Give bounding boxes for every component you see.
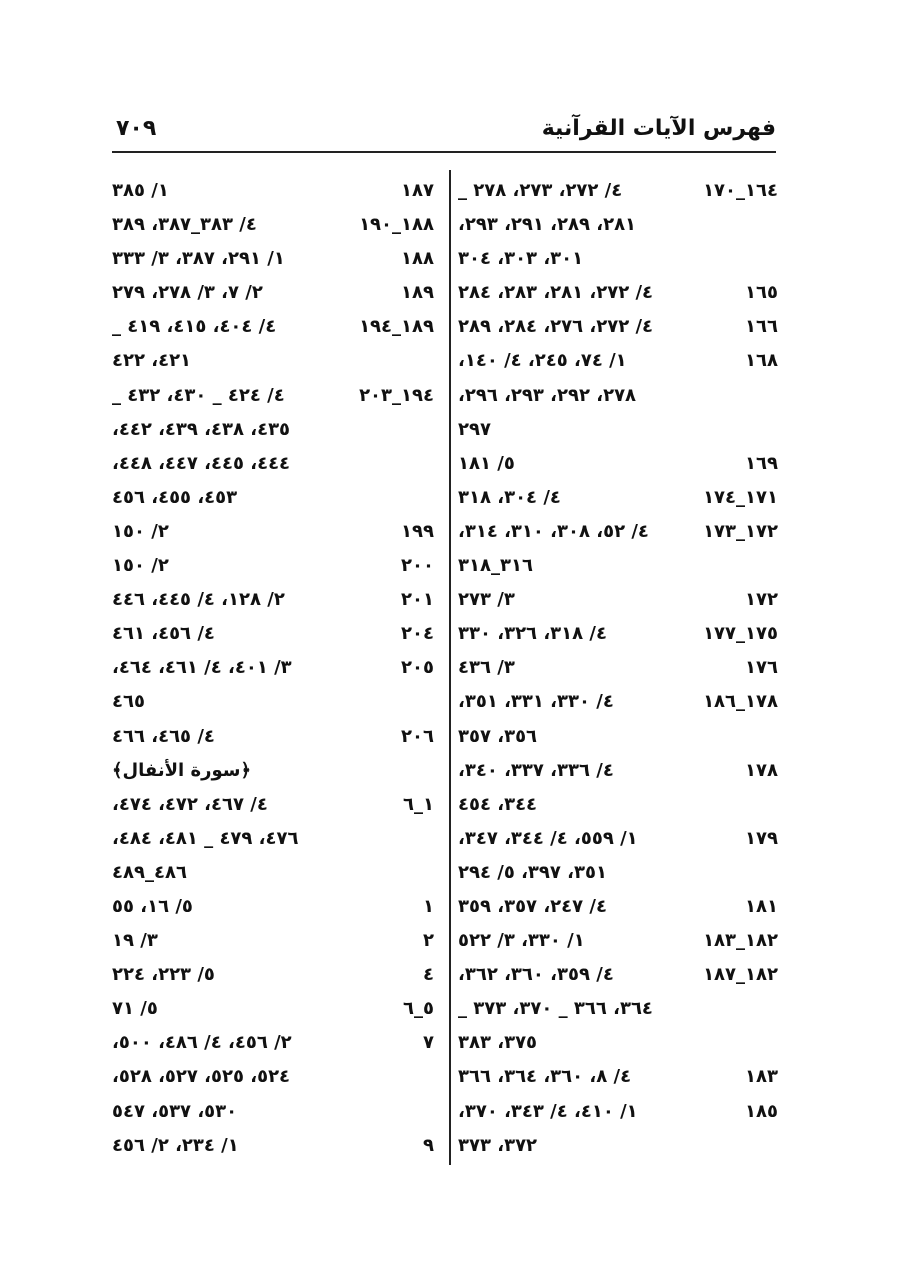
reference-list [112, 549, 350, 583]
reference-line: ٣/ ٤٣٦ [458, 657, 515, 679]
verse-number: ٢٠٤ [401, 623, 434, 645]
reference-list [458, 822, 696, 890]
header-rule [112, 151, 776, 153]
index-entry [458, 890, 778, 924]
reference-line: ٢/ ١٥٠ [112, 520, 169, 542]
index-entry [458, 276, 778, 310]
reference-line: ١/ ٢٩١، ٣٨٧، ٣/ ٣٣٣ [112, 248, 285, 270]
reference-line: ٢/ ١٥٠ [112, 555, 169, 577]
reference-list [112, 890, 350, 924]
verse-number: ١٩٤_٢٠٣ [359, 384, 434, 406]
reference-list [112, 379, 350, 515]
reference-list [458, 344, 696, 446]
verse-number: ٧ [423, 1032, 434, 1054]
index-entry [458, 174, 778, 276]
index-entry [458, 447, 778, 481]
reference-line: ٥٢٤، ٥٢٥، ٥٢٧، ٥٢٨، [112, 1066, 291, 1088]
verse-number: ٢ [423, 930, 434, 952]
index-entry [458, 754, 778, 822]
reference-list [112, 720, 350, 754]
reference-list [458, 515, 696, 583]
reference-line: ٣/ ٢٧٣ [458, 589, 515, 611]
reference-line: ٤٤٤، ٤٤٥، ٤٤٧، ٤٤٨، [112, 452, 291, 474]
reference-line: ٣/ ١٩ [112, 930, 158, 952]
verse-number: ١٩٩ [401, 520, 434, 542]
reference-line: ٤/ ٢٧٢، ٢٨١، ٢٨٣، ٢٨٤ [458, 282, 654, 304]
verse-number: ١٦٦ [745, 316, 778, 338]
page-header [112, 112, 776, 152]
reference-line: ٤/ ٢٧٢، ٢٧٣، ٢٧٨ _ [458, 180, 623, 201]
reference-list [458, 174, 696, 276]
surah-heading-row [112, 754, 434, 788]
verse-number: ١٧٩ [745, 827, 778, 849]
index-entry [112, 1026, 434, 1128]
reference-line: ٤/ ٣٠٤، ٣١٨ [458, 486, 561, 508]
reference-line: ٤/ ٢٤٧، ٣٥٧، ٣٥٩ [458, 895, 607, 917]
index-entry [458, 685, 778, 753]
verse-number: ٢٠٦ [401, 725, 434, 747]
verse-number: ١٨١ [745, 895, 778, 917]
reference-list [112, 788, 350, 890]
reference-list [458, 447, 696, 481]
index-entry [112, 720, 434, 754]
reference-line: ١/ ٤١٠، ٤/ ٣٤٣، ٣٧٠، [458, 1100, 638, 1122]
index-entry [458, 1095, 778, 1163]
reference-list [458, 685, 696, 753]
index-entry [112, 515, 434, 549]
index-entry [458, 310, 778, 344]
index-entry [112, 788, 434, 890]
verse-number: ١٧٨_١٨٦ [703, 691, 778, 713]
column-divider [449, 170, 451, 1165]
reference-list [458, 890, 696, 924]
index-entry [458, 822, 778, 890]
verse-number: ١٨٩_١٩٤ [359, 316, 434, 338]
reference-list [112, 992, 350, 1026]
index-entry [458, 481, 778, 515]
reference-line: ٣١٦_٣١٨ [458, 555, 533, 577]
reference-line: ٣٧٥، ٣٨٣ [458, 1032, 538, 1054]
verse-number: ١٨٨_١٩٠ [359, 214, 434, 236]
reference-line: ٣٧٢، ٣٧٣ [458, 1134, 538, 1156]
reference-line: ٢٨١، ٢٨٩، ٢٩١، ٢٩٣، [458, 214, 637, 236]
verse-number: ١٦٥ [745, 282, 778, 304]
verse-number: ٥_٦ [403, 998, 434, 1020]
reference-list [112, 515, 350, 549]
reference-line: ١/ ٢٣٤، ٢/ ٤٥٦ [112, 1134, 239, 1156]
surah-heading-spacer [350, 754, 434, 788]
verse-number: ١ [423, 895, 434, 917]
reference-line: ٤/ ٨، ٣٦٠، ٣٦٤، ٣٦٦ [458, 1066, 632, 1088]
verse-number: ٩ [423, 1134, 434, 1156]
reference-list [458, 481, 696, 515]
index-entry [112, 379, 434, 515]
reference-line: ٤/ ٥٢، ٣٠٨، ٣١٠، ٣١٤، [458, 520, 649, 542]
reference-line: ٢/ ٤٥٦، ٤/ ٤٨٦، ٥٠٠، [112, 1032, 292, 1054]
reference-line: ٤/ ٤٠٤، ٤١٥، ٤١٩ _ [112, 316, 277, 338]
reference-list [112, 617, 350, 651]
reference-line: ٤/ ٤٢٤ _ ٤٣٠، ٤٣٢ _ [112, 384, 285, 406]
verse-number: ١٨٨ [401, 248, 434, 270]
reference-list [112, 1026, 350, 1128]
reference-list [458, 583, 696, 617]
reference-list [458, 924, 696, 958]
verse-number: ٢٠٥ [401, 657, 434, 679]
verse-number: ١٨٧ [401, 180, 434, 201]
verse-number: ١٧٢ [745, 589, 778, 611]
index-entry [112, 208, 434, 242]
reference-line: ٤٦٥ [112, 691, 145, 713]
reference-line: ٣٦٤، ٣٦٦ _ ٣٧٠، ٣٧٣ _ [458, 998, 653, 1020]
reference-list [112, 651, 350, 719]
verse-number: ١٧٦ [745, 657, 778, 679]
reference-line: ٣٥١، ٣٩٧، ٥/ ٢٩٤ [458, 861, 607, 883]
verse-number: ١_٦ [403, 793, 434, 815]
verse-number: ١٦٩ [745, 452, 778, 474]
reference-list [112, 958, 350, 992]
reference-line: ٤/ ٣٣٦، ٣٣٧، ٣٤٠، [458, 759, 614, 781]
reference-line: ٣/ ٤٠١، ٤/ ٤٦١، ٤٦٤، [112, 657, 292, 679]
index-entry [458, 1060, 778, 1094]
index-entry [112, 617, 434, 651]
reference-line: ٤/ ٣١٨، ٣٢٦، ٣٣٠ [458, 623, 607, 645]
reference-line: ٢/ ١٢٨، ٤/ ٤٤٥، ٤٤٦ [112, 589, 285, 611]
reference-line: ٥/ ١٨١ [458, 452, 515, 474]
reference-list [458, 1060, 696, 1094]
reference-line: ١/ ٧٤، ٢٤٥، ٤/ ١٤٠، [458, 350, 627, 372]
page-number: ٧٠٩ [116, 116, 157, 141]
index-entry [112, 549, 434, 583]
index-entry [458, 617, 778, 651]
reference-list [112, 583, 350, 617]
reference-list [458, 754, 696, 822]
verse-number: ٢٠١ [401, 589, 434, 611]
reference-line: ٤/ ٤٦٧، ٤٧٢، ٤٧٤، [112, 793, 268, 815]
index-entry [458, 651, 778, 685]
reference-line: ٥٣٠، ٥٣٧، ٥٤٧ [112, 1100, 238, 1122]
reference-list [458, 310, 696, 344]
reference-line: ١/ ٣٨٥ [112, 180, 169, 201]
reference-line: ٤٣٥، ٤٣٨، ٤٣٩، ٤٤٢، [112, 418, 291, 440]
index-entry [458, 344, 778, 446]
verse-number: ١٧٢_١٧٣ [703, 520, 778, 542]
index-entry [458, 583, 778, 617]
verse-number: ١٧١_١٧٤ [703, 486, 778, 508]
verse-number: ١٦٨ [745, 350, 778, 372]
reference-line: ٤/ ٢٧٢، ٢٧٦، ٢٨٤، ٢٨٩ [458, 316, 654, 338]
reference-line: ٢٧٨، ٢٩٢، ٢٩٣، ٢٩٦، [458, 384, 637, 406]
reference-line: ٤٧٦، ٤٧٩ _ ٤٨١، ٤٨٤، [112, 827, 299, 849]
reference-list [112, 208, 350, 242]
verse-number: ٢٠٠ [401, 555, 434, 577]
verse-number: ١٨٩ [401, 282, 434, 304]
index-entry [112, 310, 434, 378]
index-entry [112, 651, 434, 719]
index-entry [112, 958, 434, 992]
index-entry [112, 992, 434, 1026]
verse-number: ١٦٤_١٧٠ [703, 180, 778, 201]
reference-list [458, 276, 696, 310]
index-entry [112, 924, 434, 958]
index-entry [112, 174, 434, 208]
reference-line: ٣٤٤، ٤٥٤ [458, 793, 538, 815]
reference-line: ٢٩٧ [458, 418, 491, 440]
index-entry [112, 890, 434, 924]
reference-list [112, 242, 350, 276]
index-entry [458, 924, 778, 958]
reference-line: ٤/ ٣٥٩، ٣٦٠، ٣٦٢، [458, 964, 614, 986]
reference-list [458, 958, 696, 1060]
verse-number: ١٧٨ [745, 759, 778, 781]
reference-line: ٤٨٦_٤٨٩ [112, 861, 187, 883]
reference-line: ٥/ ٧١ [112, 998, 158, 1020]
verse-number: ١٨٢_١٨٧ [703, 964, 778, 986]
reference-list [112, 310, 350, 378]
reference-list [458, 1095, 696, 1163]
reference-line: ٤٢١، ٤٢٢ [112, 350, 192, 372]
reference-line: ٣٥٦، ٣٥٧ [458, 725, 538, 747]
reference-line: ٥/ ٢٢٣، ٢٢٤ [112, 964, 215, 986]
page-title: فهرس الآيات القرآنية [541, 116, 776, 141]
verse-number: ١٨٣ [745, 1066, 778, 1088]
reference-line: ٤/ ٣٣٠، ٣٣١، ٣٥١، [458, 691, 614, 713]
verse-number: ١٨٥ [745, 1100, 778, 1122]
verse-number: ٤ [423, 964, 434, 986]
reference-line: ١/ ٣٣٠، ٣/ ٥٢٢ [458, 930, 585, 952]
index-entry [112, 1129, 434, 1163]
reference-line: ٤٥٣، ٤٥٥، ٤٥٦ [112, 486, 238, 508]
reference-list [112, 1129, 350, 1163]
index-entry [112, 276, 434, 310]
reference-line: ٣٠١، ٣٠٣، ٣٠٤ [458, 248, 584, 270]
reference-list [112, 276, 350, 310]
reference-list [112, 924, 350, 958]
index-entry [458, 515, 778, 583]
surah-heading: ﴿سورة الأنفال﴾ [112, 759, 251, 781]
reference-line: ٤/ ٤٦٥، ٤٦٦ [112, 725, 215, 747]
reference-list [458, 651, 696, 685]
verse-number: ١٨٢_١٨٣ [703, 930, 778, 952]
reference-line: ٥/ ١٦، ٥٥ [112, 895, 193, 917]
left-index-column [112, 174, 434, 1163]
index-entry [458, 958, 778, 1060]
verse-number: ١٧٥_١٧٧ [703, 623, 778, 645]
right-index-column [458, 174, 778, 1163]
reference-line: ٤/ ٣٨٣_٣٨٧، ٣٨٩ [112, 214, 257, 236]
index-entry [112, 242, 434, 276]
reference-list [458, 617, 696, 651]
reference-line: ٤/ ٤٥٦، ٤٦١ [112, 623, 215, 645]
reference-line: ٢/ ٧، ٣/ ٢٧٨، ٢٧٩ [112, 282, 263, 304]
reference-list [112, 174, 350, 208]
reference-line: ١/ ٥٥٩، ٤/ ٣٤٤، ٣٤٧، [458, 827, 638, 849]
index-entry [112, 583, 434, 617]
